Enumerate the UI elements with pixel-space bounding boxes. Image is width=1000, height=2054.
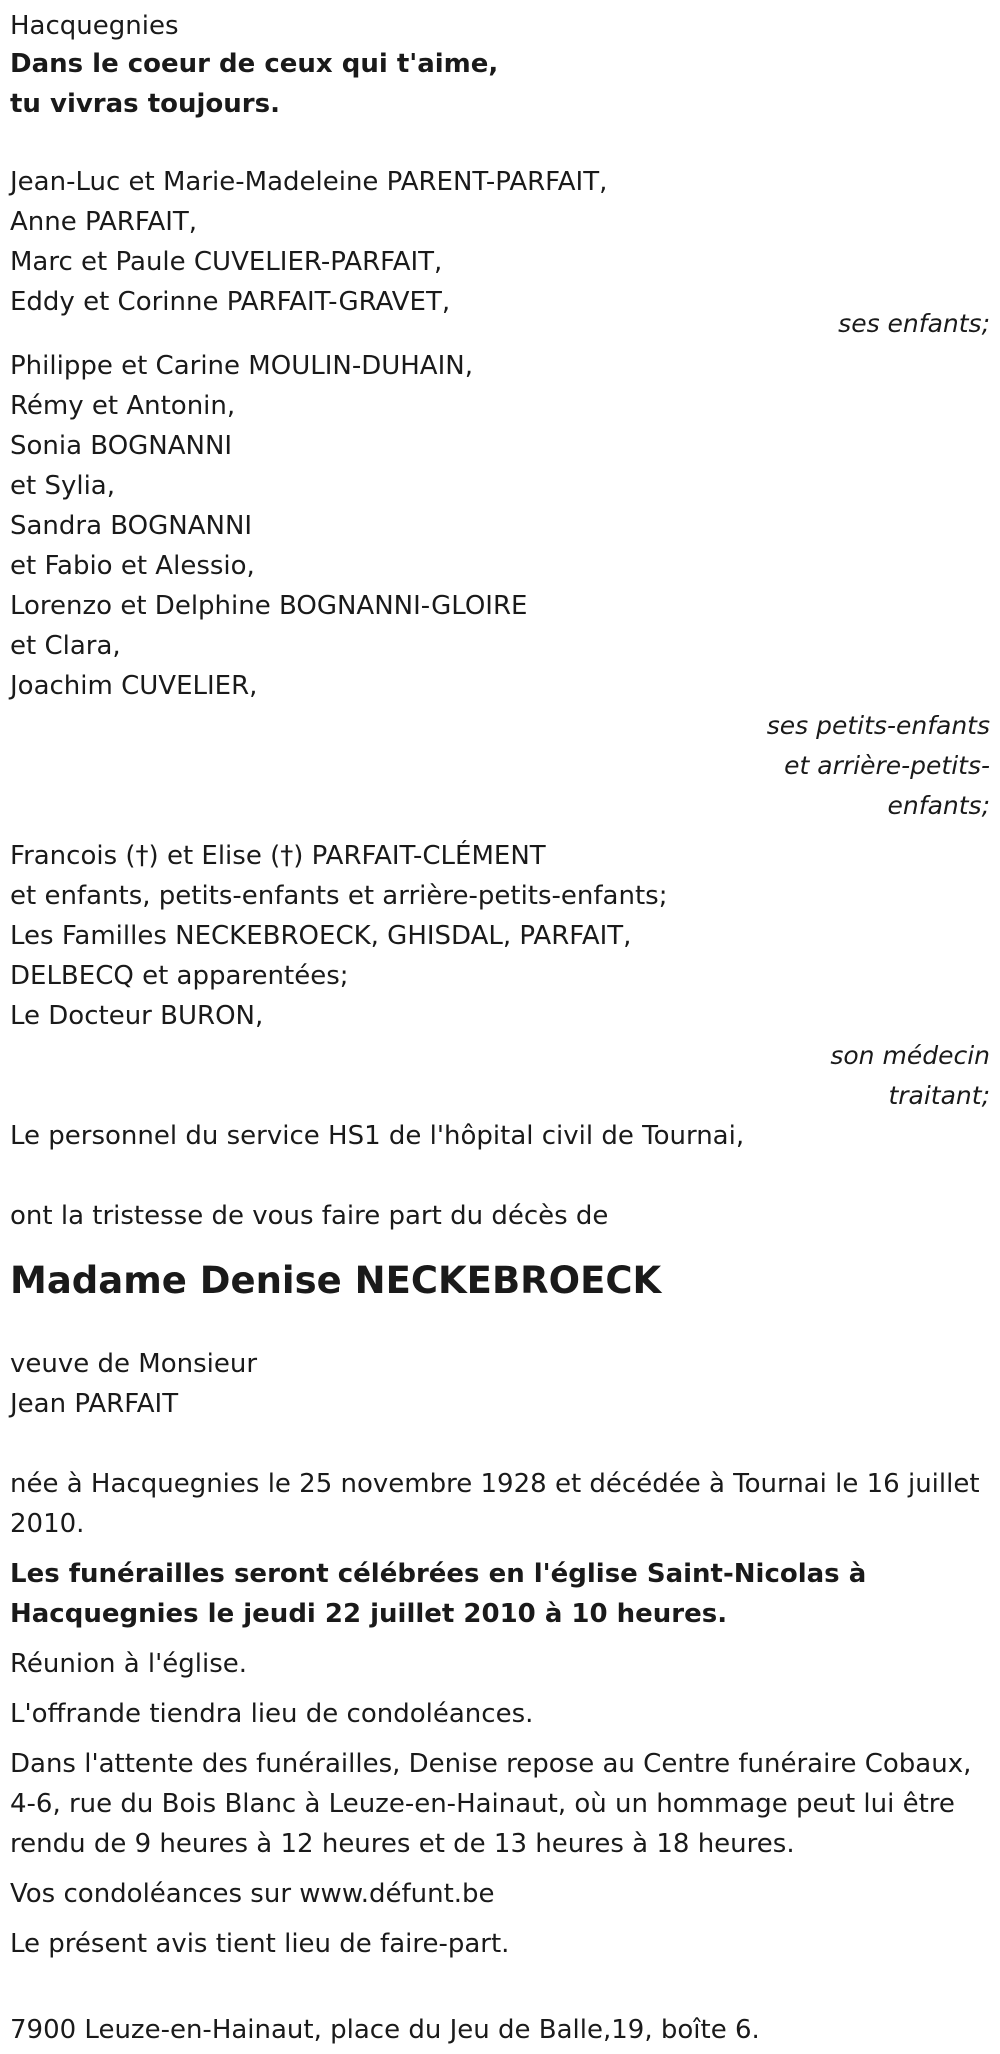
grandchild-name: Sonia BOGNANNI bbox=[10, 431, 233, 461]
grandchild-name: et Clara, bbox=[10, 631, 121, 661]
family-list bbox=[10, 836, 990, 1036]
child-name: Anne PARFAIT, bbox=[10, 207, 198, 237]
doctor-role-line: traitant; bbox=[888, 1081, 990, 1110]
grandchild-name: Sandra BOGNANNI bbox=[10, 511, 253, 541]
birth-death-dates: née à Hacquegnies le 25 novembre 1928 et décédée à Tournai le 16 juillet 2010. bbox=[10, 1469, 980, 1539]
widow-line-2: Jean PARFAIT bbox=[10, 1389, 179, 1419]
doctor-role-line: son médecin bbox=[830, 1041, 990, 1070]
grandchildren-role-line: ses petits-enfants bbox=[766, 711, 990, 740]
family-name: et enfants, petits-enfants et arrière-petits-enfants; bbox=[10, 881, 668, 911]
grandchild-name: et Fabio et Alessio, bbox=[10, 551, 255, 581]
grandchildren-role-line: enfants; bbox=[887, 791, 990, 820]
meeting-info: Réunion à l'église. bbox=[10, 1649, 248, 1679]
grandchild-name: Rémy et Antonin, bbox=[10, 391, 236, 421]
offering-info: L'offrande tiendra lieu de condoléances. bbox=[10, 1699, 534, 1729]
obituary-notice bbox=[10, 6, 990, 2050]
grandchild-name: Philippe et Carine MOULIN-DUHAIN, bbox=[10, 351, 473, 381]
grandchild-name: Lorenzo et Delphine BOGNANNI-GLOIRE bbox=[10, 591, 528, 621]
announcement: ont la tristesse de vous faire part du décès de bbox=[10, 1201, 609, 1231]
grandchildren-role-line: et arrière-petits- bbox=[784, 751, 990, 780]
doctor-role bbox=[10, 1036, 990, 1116]
quote-line-1: Dans le coeur de ceux qui t'aime, bbox=[10, 49, 499, 79]
children-list bbox=[10, 162, 990, 322]
widow-line-1: veuve de Monsieur bbox=[10, 1349, 258, 1379]
hospital-staff: Le personnel du service HS1 de l'hôpital civil de Tournai, bbox=[10, 1121, 745, 1151]
family-address: 7900 Leuze-en-Hainaut, place du Jeu de Balle,19, boîte 6. bbox=[10, 2015, 760, 2045]
deceased-name: Madame Denise NECKEBROECK bbox=[10, 1259, 662, 1302]
child-name: Marc et Paule CUVELIER-PARFAIT, bbox=[10, 247, 443, 277]
child-name: Jean-Luc et Marie-Madeleine PARENT-PARFAIT, bbox=[10, 167, 608, 197]
family-name: DELBECQ et apparentées; bbox=[10, 961, 349, 991]
family-name: Le Docteur BURON, bbox=[10, 1001, 264, 1031]
rest-info: Dans l'attente des funérailles, Denise repose au Centre funéraire Cobaux, 4-6, rue du Bois Blanc à Leuze-en-Hainaut, où un hommage peut lui être rendu de 9 heures à 12 heures et de 13 heures à 18 heures. bbox=[10, 1749, 972, 1859]
notice-info: Le présent avis tient lieu de faire-part. bbox=[10, 1929, 510, 1959]
family-name: Francois (†) et Elise (†) PARFAIT-CLÉMENT bbox=[10, 841, 546, 871]
condolences-info: Vos condoléances sur www.défunt.be bbox=[10, 1879, 495, 1909]
funeral-info: Les funérailles seront célébrées en l'église Saint-Nicolas à Hacquegnies le jeudi 22 juillet 2010 à 10 heures. bbox=[10, 1559, 867, 1629]
quote-line-2: tu vivras toujours. bbox=[10, 89, 280, 119]
family-name: Les Familles NECKEBROECK, GHISDAL, PARFAIT, bbox=[10, 921, 632, 951]
place-name: Hacquegnies bbox=[10, 11, 179, 41]
grandchild-name: et Sylia, bbox=[10, 471, 115, 501]
grandchildren-list bbox=[10, 346, 990, 706]
children-role: ses enfants; bbox=[838, 309, 990, 338]
grandchildren-role bbox=[10, 706, 990, 826]
grandchild-name: Joachim CUVELIER, bbox=[10, 671, 258, 701]
child-name: Eddy et Corinne PARFAIT-GRAVET, bbox=[10, 287, 451, 317]
